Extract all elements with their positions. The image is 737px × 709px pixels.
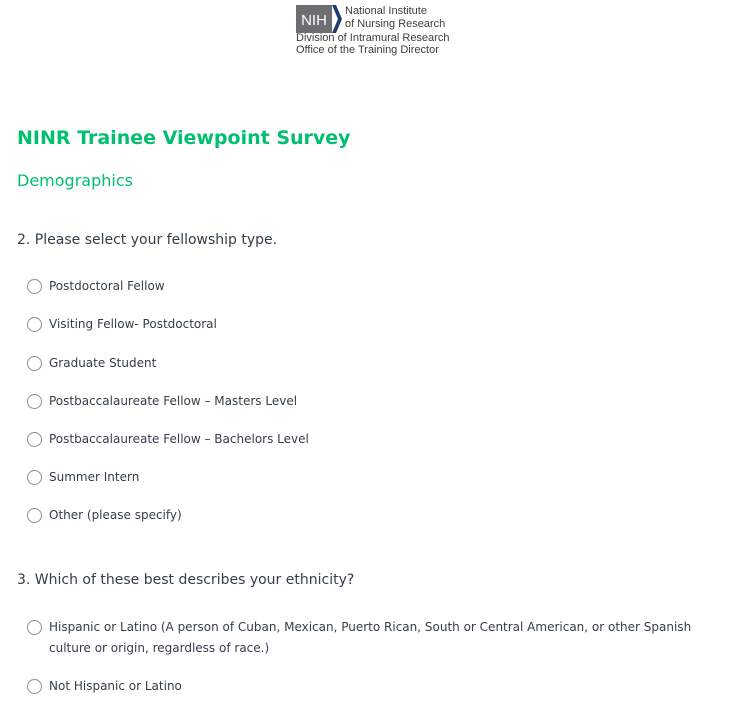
option-not-hispanic-latino[interactable] [27,679,182,697]
question-ethnicity: 3. Which of these best describes your ethnicity? [17,572,355,588]
option-postbacc-bachelors[interactable] [27,432,309,450]
option-label: Not Hispanic or Latino [49,679,182,693]
radio-button[interactable] [27,317,42,332]
option-label: Graduate Student [49,356,157,370]
option-postbacc-masters[interactable] [27,394,297,412]
logo-office-line: Office of the Training Director [296,44,439,56]
radio-button[interactable] [27,432,42,447]
option-label: Postdoctoral Fellow [49,279,165,293]
radio-button[interactable] [27,679,42,694]
page-title: Demographics [17,171,133,190]
radio-button[interactable] [27,470,42,485]
question-fellowship-type: 2. Please select your fellowship type. [17,232,278,248]
radio-button[interactable] [27,356,42,371]
option-other-specify[interactable] [27,508,182,526]
option-label: Hispanic or Latino (A person of Cuban, Mexican, Puerto Rican, South or Central American, or other Spanish culture or origin, regardless of race.) [49,620,692,655]
option-hispanic-latino[interactable] [27,620,729,659]
nih-logo-icon [296,5,342,33]
option-label: Summer Intern [49,470,140,484]
option-label: Other (please specify) [49,508,182,522]
logo-division-line: Division of Intramural Research [296,32,450,44]
option-label: Postbaccalaureate Fellow – Masters Level [49,394,298,408]
radio-button[interactable] [27,394,42,409]
option-summer-intern[interactable] [27,470,139,488]
radio-button[interactable] [27,508,42,523]
option-label: Visiting Fellow- Postdoctoral [49,317,217,331]
nih-ninr-logo [296,3,466,61]
logo-institute-line1: National Institute [345,5,427,17]
option-visiting-fellow[interactable] [27,317,217,335]
radio-button[interactable] [27,620,42,635]
radio-button[interactable] [27,279,42,294]
option-graduate-student[interactable] [27,356,156,374]
logo-institute-line2: of Nursing Research [345,18,446,30]
option-postdoctoral-fellow[interactable] [27,279,165,297]
option-label: Postbaccalaureate Fellow – Bachelors Level [49,432,309,446]
logo-mark-text: NIH [301,12,327,29]
survey-title: NINR Trainee Viewpoint Survey [17,127,351,149]
